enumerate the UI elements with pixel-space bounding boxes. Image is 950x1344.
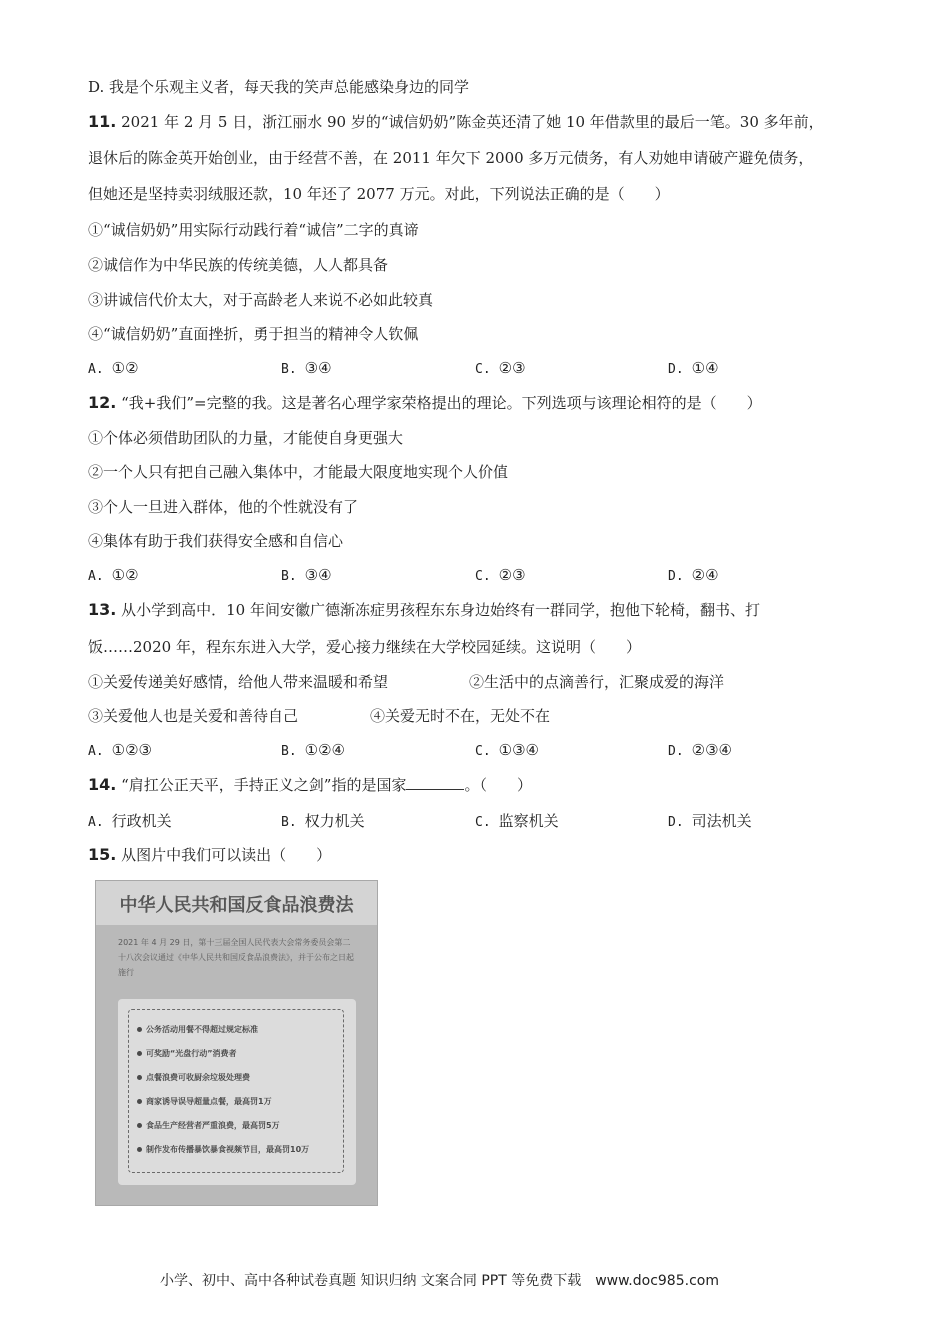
q14-option-d[interactable]: D. 司法机关 [668,812,752,830]
bullet-icon [137,1075,142,1080]
q11-stem-line-2: 退休后的陈金英开始创业，由于经营不善，在 2011 年欠下 2000 多万元债务，有人劝她申请破产避免债务， [88,149,814,167]
poster-rule-5: 食品生产经营者严重浪费，最高罚5万 [137,1120,280,1131]
q14-option-a[interactable]: A. 行政机关 [88,812,172,830]
q14-option-c[interactable]: C. 监察机关 [475,812,559,830]
q11-option-c[interactable]: C. ②③ [475,359,526,377]
q12-options [88,566,868,586]
q12-stem-text: “我+我们”=完整的我。这是著名心理学家荣格提出的理论。下列选项与该理论相符的是（ ） [121,394,762,412]
q13-item-4: ④关爱无时不在，无处不在 [370,707,551,725]
q15-number: 15. [88,845,117,864]
q12-item-1: ①个体必须借助团队的力量，才能使自身更强大 [88,429,404,447]
poster-rule-1: 公务活动用餐不得超过规定标准 [137,1024,258,1035]
q11-stem-line-1 [88,112,824,132]
poster-rule-3: 点餐浪费可收厨余垃圾处理费 [137,1072,250,1083]
q11-options [88,359,868,379]
q12-option-a[interactable]: A. ①② [88,566,139,584]
poster-rule-4: 商家诱导误导超量点餐，最高罚1万 [137,1096,272,1107]
q12-stem [88,393,762,413]
q13-item-row-2 [88,706,551,726]
q13-option-b[interactable]: B. ①②④ [281,741,345,759]
poster-rules-box [118,999,356,1185]
q13-item-row-1 [88,672,725,692]
q14-stem-after: 。（ ） [464,776,532,794]
page-footer: 小学、初中、高中各种试卷真题 知识归纳 文案合同 PPT 等免费下载 www.doc985.com [160,1273,719,1289]
q11-item-2: ②诚信作为中华民族的传统美德，人人都具备 [88,256,389,274]
q13-item-2: ②生活中的点滴善行，汇聚成爱的海洋 [469,673,725,691]
q10-option-d: D. 我是个乐观主义者，每天我的笑声总能感染身边的同学 [88,78,470,96]
q12-item-4: ④集体有助于我们获得安全感和自信心 [88,532,344,550]
poster-title: 中华人民共和国反食品浪费法 [119,895,354,916]
q12-item-3: ③个人一旦进入群体，他的个性就没有了 [88,498,359,516]
q11-stem-line-3: 但她还是坚持卖羽绒服还款，10 年还了 2077 万元。对此，下列说法正确的是（ ） [88,185,670,203]
bullet-icon [137,1027,142,1032]
q11-stem-text-1: 2021 年 2 月 5 日，浙江丽水 90 岁的“诚信奶奶”陈金英还清了她 10 年借款里的最后一笔。30 多年前， [121,113,824,131]
bullet-icon [137,1051,142,1056]
q11-option-a[interactable]: A. ①② [88,359,139,377]
q13-option-d[interactable]: D. ②③④ [668,741,732,759]
q14-answer-blank[interactable] [406,775,464,790]
q12-option-b[interactable]: B. ③④ [281,566,332,584]
q14-option-b[interactable]: B. 权力机关 [281,812,365,830]
q14-number: 14. [88,775,117,794]
q13-number: 13. [88,600,117,619]
q13-stem-line-2: 饭……2020 年，程东东进入大学，爱心接力继续在大学校园延续。这说明（ ） [88,638,641,656]
q12-option-c[interactable]: C. ②③ [475,566,526,584]
q11-option-b[interactable]: B. ③④ [281,359,332,377]
q12-option-d[interactable]: D. ②④ [668,566,719,584]
q11-number: 11. [88,112,117,131]
q13-item-3: ③关爱他人也是关爱和善待自己 [88,707,299,725]
q12-item-2: ②一个人只有把自己融入集体中，才能最大限度地实现个人价值 [88,463,509,481]
q13-options [88,741,868,761]
q11-item-1: ①“诚信奶奶”用实际行动践行着“诚信”二字的真谛 [88,221,419,239]
bullet-icon [137,1123,142,1128]
poster-intro: 2021 年 4 月 29 日，第十三届全国人民代表大会常务委员会第二十八次会议通过《中华人民共和国反食品浪费法》，并于公布之日起施行 [118,938,354,977]
q15-stem-text: 从图片中我们可以读出（ ） [121,846,332,864]
poster-rule-6: 制作发布传播暴饮暴食视频节目，最高罚10万 [137,1144,309,1155]
q15-stem [88,845,331,865]
bullet-icon [137,1147,142,1152]
poster-rule-2: 可奖励“光盘行动”消费者 [137,1048,237,1059]
q13-stem-line-1 [88,600,760,620]
q13-item-1: ①关爱传递美好感情，给他人带来温暖和希望 [88,673,389,691]
q13-option-c[interactable]: C. ①③④ [475,741,539,759]
q14-stem [88,775,532,795]
q11-option-d[interactable]: D. ①④ [668,359,719,377]
poster-header [96,881,377,925]
q14-options [88,810,868,830]
q12-number: 12. [88,393,117,412]
anti-food-waste-law-poster [95,880,378,1206]
q11-item-3: ③讲诚信代价太大，对于高龄老人来说不必如此较真 [88,291,434,309]
q14-stem-before: “肩扛公正天平，手持正义之剑”指的是国家 [121,776,407,794]
poster-rules-list [128,1009,344,1173]
q11-item-4: ④“诚信奶奶”直面挫折，勇于担当的精神令人钦佩 [88,325,419,343]
q13-stem-text-1: 从小学到高中．10 年间安徽广德渐冻症男孩程东东身边始终有一群同学，抱他下轮椅，翻书、打 [121,601,760,619]
q13-option-a[interactable]: A. ①②③ [88,741,152,759]
bullet-icon [137,1099,142,1104]
